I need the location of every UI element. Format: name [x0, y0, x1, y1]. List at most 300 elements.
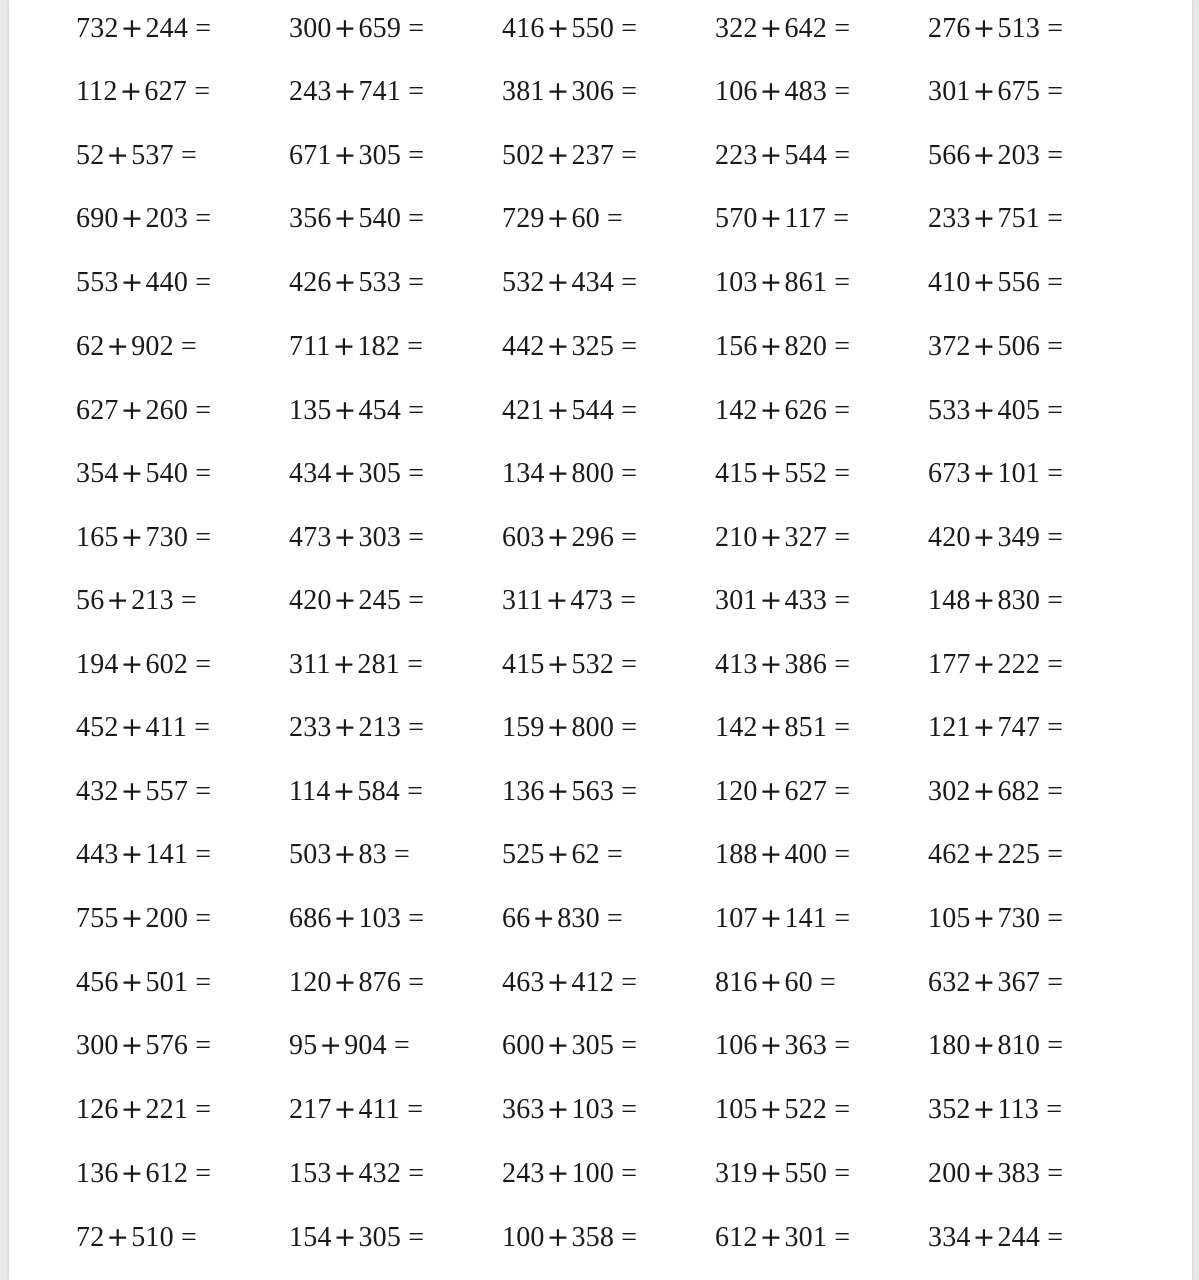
equals-sign: = [408, 140, 425, 171]
plus-sign: + [972, 776, 996, 807]
equals-sign: = [195, 1030, 212, 1061]
second-addend: 245 [358, 585, 402, 616]
equals-sign: = [408, 522, 425, 553]
equals-sign: = [408, 1222, 425, 1253]
second-addend: 506 [997, 331, 1041, 362]
first-addend: 126 [76, 1094, 119, 1125]
problem-row [76, 772, 1156, 812]
equals-sign: = [834, 458, 851, 489]
plus-sign: + [333, 1094, 357, 1125]
problem-row [76, 263, 1156, 303]
first-addend: 107 [715, 903, 758, 934]
addition-problem [715, 581, 850, 621]
first-addend: 301 [715, 585, 758, 616]
plus-sign: + [972, 203, 996, 234]
addition-problem [502, 835, 623, 875]
addition-problem [289, 708, 424, 748]
equals-sign: = [833, 203, 850, 234]
second-addend: 602 [145, 649, 189, 680]
plus-sign: + [972, 712, 996, 743]
addition-problem [928, 645, 1063, 685]
second-addend: 260 [145, 395, 189, 426]
problem-row [76, 327, 1156, 367]
problem-row [76, 9, 1156, 49]
equals-sign: = [408, 712, 425, 743]
addition-problem [289, 1218, 424, 1258]
equals-sign: = [1047, 1030, 1064, 1061]
second-addend: 513 [997, 13, 1041, 44]
second-addend: 552 [784, 458, 828, 489]
plus-sign: + [546, 1030, 570, 1061]
first-addend: 463 [502, 967, 545, 998]
equals-sign: = [195, 203, 212, 234]
first-addend: 66 [502, 903, 531, 934]
equals-sign: = [1046, 1094, 1063, 1125]
plus-sign: + [546, 76, 570, 107]
equals-sign: = [1047, 76, 1064, 107]
equals-sign: = [834, 1094, 851, 1125]
first-addend: 103 [715, 267, 758, 298]
second-addend: 325 [571, 331, 615, 362]
first-addend: 426 [289, 267, 332, 298]
first-addend: 322 [715, 13, 758, 44]
plus-sign: + [120, 1030, 144, 1061]
addition-problem [715, 772, 850, 812]
first-addend: 525 [502, 839, 545, 870]
first-addend: 671 [289, 140, 332, 171]
plus-sign: + [333, 967, 357, 998]
second-addend: 537 [131, 140, 174, 171]
first-addend: 233 [928, 203, 971, 234]
addition-problem [715, 645, 850, 685]
plus-sign: + [546, 776, 570, 807]
first-addend: 300 [76, 1030, 119, 1061]
first-addend: 462 [928, 839, 971, 870]
second-addend: 237 [571, 140, 615, 171]
plus-sign: + [972, 649, 996, 680]
equals-sign: = [621, 776, 638, 807]
equals-sign: = [195, 395, 212, 426]
equals-sign: = [408, 903, 425, 934]
addition-problem [502, 263, 637, 303]
plus-sign: + [972, 267, 996, 298]
addition-problem [76, 391, 211, 431]
second-addend: 101 [997, 458, 1041, 489]
addition-problem [289, 199, 424, 239]
first-addend: 473 [289, 522, 332, 553]
second-addend: 556 [997, 267, 1041, 298]
second-addend: 454 [358, 395, 402, 426]
equals-sign: = [1047, 903, 1064, 934]
equals-sign: = [181, 331, 198, 362]
first-addend: 410 [928, 267, 971, 298]
addition-problem [76, 645, 211, 685]
first-addend: 135 [289, 395, 332, 426]
first-addend: 421 [502, 395, 545, 426]
addition-problem [715, 835, 850, 875]
addition-problem [289, 391, 424, 431]
first-addend: 120 [289, 967, 332, 998]
first-addend: 816 [715, 967, 758, 998]
plus-sign: + [546, 395, 570, 426]
first-addend: 136 [76, 1158, 119, 1189]
second-addend: 501 [145, 967, 189, 998]
second-addend: 576 [145, 1030, 189, 1061]
addition-problem [928, 835, 1063, 875]
second-addend: 349 [997, 522, 1041, 553]
plus-sign: + [546, 522, 570, 553]
plus-sign: + [546, 267, 570, 298]
problem-row [76, 1154, 1156, 1194]
second-addend: 510 [131, 1222, 174, 1253]
plus-sign: + [972, 1222, 996, 1253]
first-addend: 62 [76, 331, 105, 362]
second-addend: 544 [571, 395, 615, 426]
plus-sign: + [972, 903, 996, 934]
plus-sign: + [106, 585, 130, 616]
plus-sign: + [120, 839, 144, 870]
addition-problem [715, 72, 850, 112]
addition-problem [76, 136, 197, 176]
addition-problem [715, 391, 850, 431]
second-addend: 103 [358, 903, 402, 934]
addition-problem [928, 454, 1063, 494]
second-addend: 730 [997, 903, 1041, 934]
addition-problem [76, 1090, 211, 1130]
plus-sign: + [759, 140, 783, 171]
plus-sign: + [333, 140, 357, 171]
equals-sign: = [621, 267, 638, 298]
addition-problem [715, 9, 850, 49]
plus-sign: + [120, 712, 144, 743]
addition-problem [502, 708, 637, 748]
second-addend: 411 [358, 1094, 400, 1125]
first-addend: 434 [289, 458, 332, 489]
plus-sign: + [546, 1158, 570, 1189]
plus-sign: + [972, 522, 996, 553]
problem-row [76, 72, 1156, 112]
second-addend: 117 [784, 203, 826, 234]
first-addend: 165 [76, 522, 119, 553]
addition-problem [928, 1218, 1063, 1258]
equals-sign: = [1047, 522, 1064, 553]
plus-sign: + [120, 522, 144, 553]
plus-sign: + [759, 458, 783, 489]
plus-sign: + [333, 13, 357, 44]
second-addend: 213 [131, 585, 174, 616]
second-addend: 876 [358, 967, 402, 998]
plus-sign: + [333, 585, 357, 616]
equals-sign: = [1047, 267, 1064, 298]
second-addend: 327 [784, 522, 828, 553]
addition-problem [502, 899, 623, 939]
first-addend: 302 [928, 776, 971, 807]
plus-sign: + [333, 903, 357, 934]
plus-sign: + [332, 649, 356, 680]
first-addend: 200 [928, 1158, 971, 1189]
first-addend: 420 [928, 522, 971, 553]
addition-problem [715, 263, 850, 303]
second-addend: 612 [145, 1158, 189, 1189]
first-addend: 352 [928, 1094, 971, 1125]
equals-sign: = [408, 585, 425, 616]
first-addend: 432 [76, 776, 119, 807]
plus-sign: + [120, 1158, 144, 1189]
first-addend: 416 [502, 13, 545, 44]
equals-sign: = [194, 76, 211, 107]
equals-sign: = [621, 1030, 638, 1061]
plus-sign: + [120, 458, 144, 489]
addition-problem [289, 518, 424, 558]
plus-sign: + [333, 522, 357, 553]
second-addend: 213 [358, 712, 402, 743]
plus-sign: + [759, 203, 783, 234]
first-addend: 121 [928, 712, 971, 743]
plus-sign: + [546, 967, 570, 998]
second-addend: 296 [571, 522, 615, 553]
problem-row [76, 581, 1156, 621]
plus-sign: + [546, 140, 570, 171]
addition-problem [502, 581, 636, 621]
addition-problem [928, 136, 1063, 176]
addition-problem [76, 581, 197, 621]
plus-sign: + [759, 1222, 783, 1253]
plus-sign: + [972, 13, 996, 44]
equals-sign: = [834, 522, 851, 553]
first-addend: 156 [715, 331, 758, 362]
first-addend: 194 [76, 649, 119, 680]
equals-sign: = [834, 712, 851, 743]
plus-sign: + [546, 1222, 570, 1253]
second-addend: 306 [571, 76, 615, 107]
plus-sign: + [972, 585, 996, 616]
equals-sign: = [1047, 203, 1064, 234]
addition-problem [76, 835, 211, 875]
first-addend: 503 [289, 839, 332, 870]
second-addend: 741 [358, 76, 402, 107]
addition-problem [502, 1090, 637, 1130]
first-addend: 711 [289, 331, 331, 362]
plus-sign: + [546, 839, 570, 870]
second-addend: 851 [784, 712, 828, 743]
equals-sign: = [407, 1094, 424, 1125]
plus-sign: + [333, 395, 357, 426]
equals-sign: = [195, 458, 212, 489]
plus-sign: + [545, 585, 569, 616]
plus-sign: + [319, 1030, 343, 1061]
addition-problem [502, 136, 637, 176]
second-addend: 563 [571, 776, 615, 807]
addition-problem [76, 199, 211, 239]
equals-sign: = [834, 649, 851, 680]
plus-sign: + [333, 76, 357, 107]
second-addend: 557 [145, 776, 189, 807]
problem-row [76, 1090, 1156, 1130]
equals-sign: = [1047, 458, 1064, 489]
addition-problem [928, 9, 1063, 49]
plus-sign: + [546, 1094, 570, 1125]
equals-sign: = [1047, 140, 1064, 171]
second-addend: 303 [358, 522, 402, 553]
equals-sign: = [1047, 331, 1064, 362]
plus-sign: + [532, 903, 556, 934]
second-addend: 659 [358, 13, 402, 44]
second-addend: 550 [784, 1158, 828, 1189]
first-addend: 105 [928, 903, 971, 934]
addition-problem [928, 327, 1063, 367]
second-addend: 305 [358, 140, 402, 171]
equals-sign: = [621, 712, 638, 743]
problem-row [76, 899, 1156, 939]
equals-sign: = [620, 585, 637, 616]
first-addend: 276 [928, 13, 971, 44]
addition-problem [76, 1218, 197, 1258]
equals-sign: = [834, 140, 851, 171]
second-addend: 747 [997, 712, 1041, 743]
addition-problem [715, 1090, 850, 1130]
first-addend: 52 [76, 140, 105, 171]
equals-sign: = [394, 839, 411, 870]
first-addend: 354 [76, 458, 119, 489]
equals-sign: = [1047, 712, 1064, 743]
first-addend: 673 [928, 458, 971, 489]
first-addend: 243 [502, 1158, 545, 1189]
second-addend: 222 [997, 649, 1041, 680]
first-addend: 420 [289, 585, 332, 616]
equals-sign: = [834, 13, 851, 44]
equals-sign: = [834, 1030, 851, 1061]
second-addend: 386 [784, 649, 828, 680]
second-addend: 432 [358, 1158, 402, 1189]
plus-sign: + [759, 903, 783, 934]
first-addend: 100 [502, 1222, 545, 1253]
equals-sign: = [1047, 839, 1064, 870]
first-addend: 732 [76, 13, 119, 44]
equals-sign: = [181, 585, 198, 616]
plus-sign: + [972, 331, 996, 362]
second-addend: 904 [344, 1030, 387, 1061]
addition-problem [928, 963, 1063, 1003]
addition-problem [76, 708, 210, 748]
plus-sign: + [333, 1222, 357, 1253]
first-addend: 233 [289, 712, 332, 743]
second-addend: 411 [145, 712, 187, 743]
second-addend: 244 [997, 1222, 1041, 1253]
equals-sign: = [407, 776, 424, 807]
second-addend: 60 [571, 203, 600, 234]
plus-sign: + [106, 331, 130, 362]
equals-sign: = [195, 776, 212, 807]
addition-problem [76, 772, 211, 812]
equals-sign: = [408, 267, 425, 298]
equals-sign: = [181, 1222, 198, 1253]
equals-sign: = [407, 649, 424, 680]
second-addend: 830 [557, 903, 600, 934]
second-addend: 682 [997, 776, 1041, 807]
second-addend: 244 [145, 13, 189, 44]
equals-sign: = [834, 585, 851, 616]
equals-sign: = [195, 267, 212, 298]
first-addend: 627 [76, 395, 119, 426]
addition-problem [289, 1026, 410, 1066]
plus-sign: + [759, 395, 783, 426]
plus-sign: + [120, 776, 144, 807]
plus-sign: + [120, 13, 144, 44]
first-addend: 442 [502, 331, 545, 362]
equals-sign: = [195, 13, 212, 44]
plus-sign: + [333, 712, 357, 743]
plus-sign: + [546, 712, 570, 743]
plus-sign: + [759, 522, 783, 553]
second-addend: 810 [997, 1030, 1041, 1061]
plus-sign: + [332, 776, 356, 807]
first-addend: 566 [928, 140, 971, 171]
equals-sign: = [408, 1158, 425, 1189]
equals-sign: = [195, 649, 212, 680]
equals-sign: = [621, 76, 638, 107]
addition-problem [289, 136, 424, 176]
first-addend: 300 [289, 13, 332, 44]
second-addend: 800 [571, 712, 615, 743]
second-addend: 540 [145, 458, 189, 489]
addition-problem [502, 518, 637, 558]
equals-sign: = [1047, 776, 1064, 807]
first-addend: 311 [502, 585, 544, 616]
plus-sign: + [759, 1094, 783, 1125]
equals-sign: = [1047, 395, 1064, 426]
equals-sign: = [621, 331, 638, 362]
plus-sign: + [759, 649, 783, 680]
second-addend: 305 [358, 458, 402, 489]
equals-sign: = [1047, 13, 1064, 44]
equals-sign: = [607, 903, 624, 934]
plus-sign: + [972, 1030, 996, 1061]
equals-sign: = [834, 331, 851, 362]
addition-problem [76, 963, 211, 1003]
second-addend: 532 [571, 649, 615, 680]
second-addend: 533 [358, 267, 402, 298]
plus-sign: + [120, 203, 144, 234]
second-addend: 830 [997, 585, 1041, 616]
addition-problem [715, 454, 850, 494]
addition-problem [502, 199, 623, 239]
first-addend: 356 [289, 203, 332, 234]
first-addend: 301 [928, 76, 971, 107]
equals-sign: = [195, 903, 212, 934]
plus-sign: + [119, 76, 143, 107]
second-addend: 675 [997, 76, 1041, 107]
plus-sign: + [333, 203, 357, 234]
first-addend: 612 [715, 1222, 758, 1253]
first-addend: 177 [928, 649, 971, 680]
second-addend: 305 [358, 1222, 402, 1253]
second-addend: 627 [784, 776, 828, 807]
second-addend: 141 [784, 903, 828, 934]
first-addend: 553 [76, 267, 119, 298]
problem-row [76, 391, 1156, 431]
plus-sign: + [972, 1158, 996, 1189]
addition-problem [289, 835, 410, 875]
second-addend: 584 [357, 776, 400, 807]
equals-sign: = [834, 1222, 851, 1253]
second-addend: 405 [997, 395, 1041, 426]
addition-problem [289, 772, 423, 812]
plus-sign: + [759, 776, 783, 807]
first-addend: 755 [76, 903, 119, 934]
equals-sign: = [621, 967, 638, 998]
equals-sign: = [408, 458, 425, 489]
first-addend: 159 [502, 712, 545, 743]
